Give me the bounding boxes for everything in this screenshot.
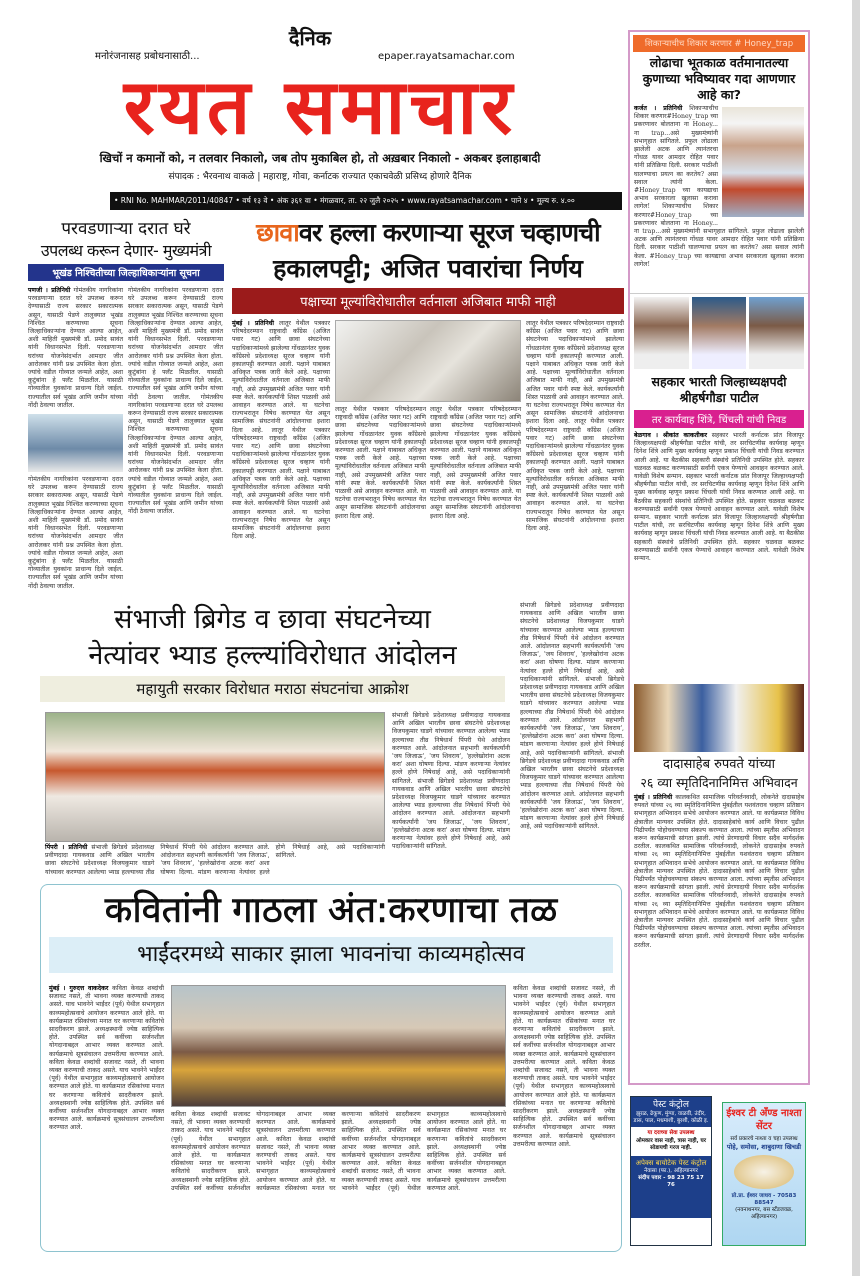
protest-body: संभाजी ब्रिगेडचे प्रदेशाध्यक्ष प्रवीणदादा गायकवाड आणि अखिल भारतीय छावा संघटनेचे प्रदेशाध्यक्ष विजयकुमार घाडगे यांच्यावर करण्यात आलेल्या भ्याड हल्ल्याच्या तीव्र निषेधार्थ पिंपरी येथे आंदोलन करण्यात आले. आंदोलनात सहभागी कार्यकर्त्यांनी 'जय जिजाऊ', 'जय शिवराय', 'हल्लेखोरांना अटक करा' अशा घोषणा दिल्या. मांडण करणाऱ्या नेत्यांवर हल्ले होणे निषेधार्ह आहे, असे पदाधिकाऱ्यांनी सांगितले. (45, 844, 385, 876)
protest-headline-2: नेत्यांवर भ्याड हल्ल्यांविरोधात आंदोलन (88, 640, 457, 671)
poets-subhead: भाईंदरमध्ये साकार झाला भावनांचा काव्यमहोत्सव (49, 937, 613, 973)
protest-photo (45, 712, 385, 842)
ad2-contact: प्रो.प्रा. ईश्वर जाधव - 70583 88547 (731, 1193, 797, 1206)
left-headline-2: उपलब्ध करून देणार- मुख्यमंत्री (40, 241, 212, 260)
newspaper-logo: रयत समाचार (123, 62, 517, 151)
tribute-event-photo (634, 684, 804, 752)
main-story: छावावर हल्ला करणाऱ्या सूरज चव्हाणची हकालपट्टी; अजित पवारांचा निर्णय पक्षाच्या मूल्यांविरोधातील वर्तनाला अजिबात माफी नाही मुंबई । प्रतिनिधी लातूर येथील पत्रकार परिषदेदरम्यान राष्ट्रवादी काँग्रेस (अजित पवार गट) आणि छावा संघटनेच्या पदाधिकाऱ्यांमध्ये झालेल्या गोंधळानंतर युवक काँग्रेसचे प्रदेशाध्यक्ष सूरज चव्हाण यांनी हकालपट्टी करण्यात आली. पक्षाने याबाबत अधिकृत पत्रक जारी केले आहे. पक्षाच्या मूल्यांविरोधातील वर्तनाला अजिबात माफी नाही, असे उपमुख्यमंत्री अजित पवार यांनी स्पष्ट केले. कार्यकर्त्यांनी शिस्त पाळावी असे आवाहन करण्यात आले. या घटनेचा राज्यभरातून निषेध करण्यात येत असून सामाजिक संघटनांनी आंदोलनाचा इशारा दिला आहे. लातूर येथील पत्रकार परिषदेदरम्यान राष्ट्रवादी काँग्रेस (अजित पवार गट) आणि छावा संघटनेच्या पदाधिकाऱ्यांमध्ये झालेल्या गोंधळानंतर युवक काँग्रेसचे प्रदेशाध्यक्ष सूरज चव्हाण यांनी हकालपट्टी करण्यात आली. पक्षाने याबाबत अधिकृत पत्रक जारी केले आहे. पक्षाच्या मूल्यांविरोधातील वर्तनाला अजिबात माफी नाही, असे उपमुख्यमंत्री अजित पवार यांनी स्पष्ट केले. कार्यकर्त्यांनी शिस्त पाळावी असे आवाहन करण्यात आले. या घटनेचा राज्यभरातून निषेध करण्यात येत असून सामाजिक संघटनांनी आंदोलनाचा इशारा दिला आहे. लातूर येथील पत्रकार परिषदेदरम्यान राष्ट्रवादी काँग्रेस (अजित पवार गट) आणि छावा संघटनेच्या पदाधिकाऱ्यांमध्ये झालेल्या गोंधळानंतर युवक काँग्रेसचे प्रदेशाध्यक्ष सूरज चव्हाण यांनी हकालपट्टी करण्यात आली. पक्षाने याबाबत अधिकृत पत्रक जारी केले आहे. पक्षाच्या मूल्यांविरोधातील वर्तनाला अजिबात माफी नाही, असे उपमुख्यमंत्री अजित पवार यांनी स्पष्ट केले. कार्यकर्त्यांनी शिस्त पाळावी असे आवाहन करण्यात आले. या घटनेचा राज्यभरातून निषेध करण्यात येत असून सामाजिक संघटनांनी आंदोलनाचा इशारा दिला आहे. लातूर येथील पत्रकार परिषदेदरम्यान राष्ट्रवादी काँग्रेस (अजित पवार गट) आणि छावा संघटनेच्या पदाधिकाऱ्यांमध्ये झालेल्या गोंधळानंतर युवक काँग्रेसचे प्रदेशाध्यक्ष सूरज चव्हाण यांनी हकालपट्टी करण्यात आली. पक्षाने याबाबत अधिकृत पत्रक जारी केले आहे. पक्षाच्या मूल्यांविरोधातील वर्तनाला अजिबात माफी नाही, असे उपमुख्यमंत्री अजित पवार यांनी स्पष्ट केले. कार्यकर्त्यांनी शिस्त पाळावी असे आवाहन करण्यात आले. या घटनेचा राज्यभरातून निषेध करण्यात येत असून सामाजिक संघटनांनी आंदोलनाचा इशारा दिला आहे. लातूर येथील पत्रकार परिषदेदरम्यान राष्ट्रवादी काँग्रेस (अजित पवार गट) आणि छावा संघटनेच्या पदाधिकाऱ्यांमध्ये झालेल्या गोंधळानंतर युवक काँग्रेसचे प्रदेशाध्यक्ष सूरज चव्हाण यांनी हकालपट्टी करण्यात आली. पक्षाने याबाबत अधिकृत पत्रक जारी केले आहे. पक्षाच्या मूल्यांविरोधातील वर्तनाला अजिबात माफी नाही, असे उपमुख्यमंत्री अजित पवार यांनी स्पष्ट केले. कार्यकर्त्यांनी शिस्त पाळावी असे आवाहन करण्यात आले. या घटनेचा राज्यभरातून निषेध करण्यात येत असून सामाजिक संघटनांनी आंदोलनाचा इशारा दिला आहे. लातूर येथील पत्रकार परिषदेदरम्यान राष्ट्रवादी काँग्रेस (अजित पवार गट) आणि छावा संघटनेच्या पदाधिकाऱ्यांमध्ये झालेल्या गोंधळानंतर युवक काँग्रेसचे प्रदेशाध्यक्ष सूरज चव्हाण यांनी हकालपट्टी करण्यात आली. पक्षाने याबाबत अधिकृत पत्रक जारी केले आहे. पक्षाच्या मूल्यांविरोधातील वर्तनाला अजिबात माफी नाही, असे उपमुख्यमंत्री अजित पवार यांनी स्पष्ट केले. कार्यकर्त्यांनी शिस्त पाळावी असे आवाहन करण्यात आले. या घटनेचा राज्यभरातून निषेध करण्यात येत असून सामाजिक संघटनांनी आंदोलनाचा इशारा दिला आहे. (232, 218, 624, 541)
poets-body: कविता केवळ शब्दांची सजावट नसते, ती भावना व्यक्त करण्याची ताकद असते. याच भावनेने भाईंदर (पूर्व) येथील सभागृहात काव्यमहोत्सवाचे आयोजन करण्यात आले होते. या कार्यक्रमात रसिकांच्या मनात घर करणाऱ्या कवितांचे सादरीकरण झाले. अध्यक्षस्थानी ज्येष्ठ साहित्यिक होते. उपस्थित सर्व कवींच्या सर्जनशील योगदानाबद्दल आभार व्यक्त करण्यात आले. कार्यक्रमाचे सूत्रसंचालन उत्तमरीत्या करण्यात आले. (49, 985, 164, 1058)
protest-dateline: पिंपरी । प्रतिनिधी (45, 844, 88, 851)
main-headline-2: हकालपट्टी; अजित पवारांचा निर्णय (273, 254, 583, 283)
protest-story: संभाजी ब्रिगेड व छावा संघटनेच्या नेत्यांवर भ्याड हल्ल्यांविरोधात आंदोलन महायुती सरकार विरोधात मराठा संघटनांचा आक्रोश पिंपरी । प्रतिनिधी संभाजी ब्रिगेडचे प्रदेशाध्यक्ष प्रवीणदादा गायकवाड आणि अखिल भारतीय छावा संघटनेचे प्रदेशाध्यक्ष विजयकुमार घाडगे यांच्यावर करण्यात आलेल्या भ्याड हल्ल्याच्या तीव्र निषेधार्थ पिंपरी येथे आंदोलन करण्यात आले. आंदोलनात सहभागी कार्यकर्त्यांनी 'जय जिजाऊ', 'जय शिवराय', 'हल्लेखोरांना अटक करा' अशा घोषणा दिल्या. मांडण करणाऱ्या नेत्यांवर हल्ले होणे निषेधार्ह आहे, असे पदाधिकाऱ्यांनी सांगितले. संभाजी ब्रिगेडचे प्रदेशाध्यक्ष प्रवीणदादा गायकवाड आणि अखिल भारतीय छावा संघटनेचे प्रदेशाध्यक्ष विजयकुमार घाडगे यांच्यावर करण्यात आलेल्या भ्याड हल्ल्याच्या तीव्र निषेधार्थ पिंपरी येथे आंदोलन करण्यात आले. आंदोलनात सहभागी कार्यकर्त्यांनी 'जय जिजाऊ', 'जय शिवराय', 'हल्लेखोरांना अटक करा' अशा घोषणा दिल्या. मांडण करणाऱ्या नेत्यांवर हल्ले होणे निषेधार्ह आहे, असे पदाधिकाऱ्यांनी सांगितले. संभाजी ब्रिगेडचे प्रदेशाध्यक्ष प्रवीणदादा गायकवाड आणि अखिल भारतीय छावा संघटनेचे प्रदेशाध्यक्ष विजयकुमार घाडगे यांच्यावर करण्यात आलेल्या भ्याड हल्ल्याच्या तीव्र निषेधार्थ पिंपरी येथे आंदोलन करण्यात आले. आंदोलनात सहभागी कार्यकर्त्यांनी 'जय जिजाऊ', 'जय शिवराय', 'हल्लेखोरांना अटक करा' अशा घोषणा दिल्या. मांडण करणाऱ्या नेत्यांवर हल्ले होणे निषेधार्ह आहे, असे पदाधिकाऱ्यांनी सांगितले. संभाजी ब्रिगेडचे प्रदेशाध्यक्ष प्रवीणदादा गायकवाड आणि अखिल भारतीय छावा संघटनेचे प्रदेशाध्यक्ष विजयकुमार घाडगे यांच्यावर करण्यात आलेल्या भ्याड हल्ल्याच्या तीव्र निषेधार्थ पिंपरी येथे आंदोलन करण्यात आले. आंदोलनात सहभागी कार्यकर्त्यांनी 'जय जिजाऊ', 'जय शिवराय', 'हल्लेखोरांना अटक करा' अशा घोषणा दिल्या. मांडण करणाऱ्या नेत्यांवर हल्ले होणे निषेधार्ह आहे, असे पदाधिकाऱ्यांनी सांगितले. संभाजी ब्रिगेडचे प्रदेशाध्यक्ष प्रवीणदादा गायकवाड आणि अखिल भारतीय छावा संघटनेचे प्रदेशाध्यक्ष विजयकुमार घाडगे यांच्यावर करण्यात आलेल्या भ्याड हल्ल्याच्या तीव्र निषेधार्थ पिंपरी येथे आंदोलन करण्यात आले. आंदोलनात सहभागी कार्यकर्त्यांनी 'जय जिजाऊ', 'जय शिवराय', 'हल्लेखोरांना अटक करा' अशा घोषणा दिल्या. मांडण करणाऱ्या नेत्यांवर हल्ले होणे निषेधार्ह आहे, असे पदाधिकाऱ्यांनी सांगितले. संभाजी ब्रिगेडचे प्रदेशाध्यक्ष प्रवीणदादा गायकवाड आणि अखिल भारतीय छावा संघटनेचे प्रदेशाध्यक्ष विजयकुमार घाडगे यांच्यावर करण्यात आलेल्या भ्याड हल्ल्याच्या तीव्र निषेधार्थ पिंपरी येथे आंदोलन करण्यात आले. आंदोलनात सहभागी कार्यकर्त्यांनी 'जय जिजाऊ', 'जय शिवराय', 'हल्लेखोरांना अटक करा' अशा घोषणा दिल्या. मांडण करणाऱ्या नेत्यांवर हल्ले होणे निषेधार्ह आहे, असे पदाधिकाऱ्यांनी सांगितले. (30, 602, 624, 882)
sahakar-band: तर कार्यवाह शिंत्रे, चिंचली यांची निवड (634, 410, 804, 428)
person-photo-1 (634, 297, 689, 369)
left-dateline: पणजी । प्रतिनिधी (28, 287, 71, 294)
editor-line: संपादक : भैरवनाथ वाकळे | महाराष्ट्र, गोवा, कर्नाटक राज्यात एकाचवेळी प्रसिध्द होणारे दैनिक (168, 172, 472, 182)
ad-tea-center[interactable] (722, 1102, 806, 1246)
right-sidebar: शिकाऱ्याचीच शिकार करणार # Honey_trap लोढाचा भूतकाळ वर्तमानातल्या कुणाच्या भविष्यावर गदा आणणार आहे का? कर्जत । प्रतिनिधी शिकाऱ्याचीच शिकार करणार#Honey_trap च्या प्रकरणावर बोलताना ना Honey... ना trap...असे मुख्यमंत्र्यांनी सभागृहात सांगितले. प्रफुल लोढाला झालेली अटक आणि त्यानंतरचा गोंधळ यावर आमदार रोहित पवार यांनी प्रतिक्रिया दिली. सरकार पाठीशी घालण्याचा प्रयत्न का करतेय? असा सवाल त्यांनी केला. #Honey_trap च्या कायद्याचा अभाव सरकारला खुलासा करावा लागेल! शिकाऱ्याचीच शिकार करणार#Honey_trap च्या प्रकरणावर बोलताना ना Honey... ना trap...असे मुख्यमंत्र्यांनी सभागृहात सांगितले. प्रफुल लोढाला झालेली अटक आणि त्यानंतरचा गोंधळ यावर आमदार रोहित पवार यांनी प्रतिक्रिया दिली. सरकार पाठीशी घालण्याचा प्रयत्न का करतेय? असा सवाल त्यांनी केला. #Honey_trap च्या कायद्याचा अभाव सरकारला खुलासा करावा लागेल! सहकार भारती जिल्हाध्यक्षपदी श्रीहर्षगौडा पाटील तर कार्यवाह शिंत्रे, चिंचली यांची निवड बेळगाव । श्रीकांत काकतीकर सहकार भारती कर्नाटक प्रांत विजापूर जिल्हाध्यक्षपदी श्रीहर्षगौडा पाटील यांची, तर सरचिटणीस कार्यवाह म्हणून दिनेश शिंत्रे आणि मुख्य कार्यवाह म्हणून प्रकाश चिंचली यांची निवड करण्यात आली आहे. या बैठकीस सहकारी संस्थांचे प्रतिनिधी उपस्थित होते. सहकार चळवळ बळकट करण्यासाठी सर्वांनी एकत्र येण्याचे आवाहन करण्यात आले. यावेळी विशेष सन्मान. सहकार भारती कर्नाटक प्रांत विजापूर जिल्हाध्यक्षपदी श्रीहर्षगौडा पाटील यांची, तर सरचिटणीस कार्यवाह म्हणून दिनेश शिंत्रे आणि मुख्य कार्यवाह म्हणून प्रकाश चिंचली यांची निवड करण्यात आली आहे. या बैठकीस सहकारी संस्थांचे प्रतिनिधी उपस्थित होते. सहकार चळवळ बळकट करण्यासाठी सर्वांनी एकत्र येण्याचे आवाहन करण्यात आले. यावेळी विशेष सन्मान. सहकार भारती कर्नाटक प्रांत विजापूर जिल्हाध्यक्षपदी श्रीहर्षगौडा पाटील यांची, तर सरचिटणीस कार्यवाह म्हणून दिनेश शिंत्रे आणि मुख्य कार्यवाह म्हणून प्रकाश चिंचली यांची निवड करण्यात आली आहे. या बैठकीस सहकारी संस्थांचे प्रतिनिधी उपस्थित होते. सहकार चळवळ बळकट करण्यासाठी सर्वांनी एकत्र येण्याचे आवाहन करण्यात आले. यावेळी विशेष सन्मान. दादासाहेब रुपवते यांच्या २६ व्या स्मृतिदिनानिमित्त अभिवादन मुंबई । प्रतिनिधी कालकथित सामाजिक परिवर्तनवादी, लोकनेते दादासाहेब रुपवते यांच्या २६ व्या स्मृतिदिनानिमित्त मुंबईतील यशवंतराव चव्हाण प्रतिष्ठान सभागृहात अभिवादन सभेचे आयोजन करण्यात आले. या कार्यक्रमात विविध क्षेत्रातील मान्यवर उपस्थित होते. दादासाहेबांचे कार्य आणि विचार पुढील पिढीपर्यंत पोहोचवण्याचा संकल्प करण्यात आला. त्यांच्या स्मृतीस अभिवादन करून कार्यक्रमाची सांगता झाली. त्यांचे प्रेरणादायी विचार सदैव मार्गदर्शक ठरतील. कालकथित सामाजिक परिवर्तनवादी, लोकनेते दादासाहेब रुपवते यांच्या २६ व्या स्मृतिदिनानिमित्त मुंबईतील यशवंतराव चव्हाण प्रतिष्ठान सभागृहात अभिवादन सभेचे आयोजन करण्यात आले. या कार्यक्रमात विविध क्षेत्रातील मान्यवर उपस्थित होते. दादासाहेबांचे कार्य आणि विचार पुढील पिढीपर्यंत पोहोचवण्याचा संकल्प करण्यात आला. त्यांच्या स्मृतीस अभिवादन करून कार्यक्रमाची सांगता झाली. त्यांचे प्रेरणादायी विचार सदैव मार्गदर्शक ठरतील. कालकथित सामाजिक परिवर्तनवादी, लोकनेते दादासाहेब रुपवते यांच्या २६ व्या स्मृतिदिनानिमित्त मुंबईतील यशवंतराव चव्हाण प्रतिष्ठान सभागृहात अभिवादन सभेचे आयोजन करण्यात आले. या कार्यक्रमात विविध क्षेत्रातील मान्यवर उपस्थित होते. दादासाहेबांचे कार्य आणि विचार पुढील पिढीपर्यंत पोहोचवण्याचा संकल्प करण्यात आला. त्यांच्या स्मृतीस अभिवादन करून कार्यक्रमाची सांगता झाली. त्यांचे प्रेरणादायी विचार सदैव मार्गदर्शक ठरतील. (628, 30, 810, 1085)
ad2-title: ईश्वर टी अँण्ड नाश्ता सेंटर (726, 1108, 802, 1132)
quote-line: खिचों न कमानों को, न तलवार निकालो, जब तोप मुकाबिल हो, तो अख़बार निकालो - अकबर इलाहाबादी (99, 151, 541, 165)
ad2-address: (नवनाथनगर, बस स्टँडजवळ, अहिल्यानगर) (735, 1207, 793, 1220)
food-image (734, 1155, 794, 1189)
daily-label: दैनिक (288, 26, 332, 50)
ad1-phone: संदीप पवार - 98 23 75 17 76 (638, 1175, 704, 1188)
dadasaheb-body: कालकथित सामाजिक परिवर्तनवादी, लोकनेते दादासाहेब रुपवते यांच्या २६ व्या स्मृतिदिनानिमित्त मुंबईतील यशवंतराव चव्हाण प्रतिष्ठान सभागृहात अभिवादन सभेचे आयोजन करण्यात आले. या कार्यक्रमात विविध क्षेत्रातील मान्यवर उपस्थित होते. दादासाहेबांचे कार्य आणि विचार पुढील पिढीपर्यंत पोहोचवण्याचा संकल्प करण्यात आला. त्यांच्या स्मृतीस अभिवादन करून कार्यक्रमाची सांगता झाली. त्यांचे प्रेरणादायी विचार सदैव मार्गदर्शक ठरतील. (634, 794, 804, 851)
politician-photo-rally (722, 107, 804, 217)
info-strip (110, 192, 622, 210)
info-strip-text: • RNI No. MAHMAR/2011/40847 • वर्ष १३ वे • अंक ३६१ वा • मंगळवार, ता. २२ जुलै २०२५ • www.rayatsamachar.com • पाने ४ • मूल्य रु. ४.०० (114, 196, 575, 205)
poets-headline: कवितांनी गाठला अंत:करणाचा तळ (104, 890, 558, 931)
main-dateline: मुंबई । प्रतिनिधी (232, 320, 275, 327)
main-headline-1: छावावर हल्ला करणाऱ्या सूरज चव्हाणची (256, 218, 600, 247)
honey-trap-tag: शिकाऱ्याचीच शिकार करणार # Honey_trap (633, 35, 805, 52)
left-body: गोमंतकीय नागरिकांना परवडणाऱ्या दरात घरे उपलब्ध करून देण्यासाठी राज्य सरकार सकारात्मक असून, यासाठी पेडणे तालुक्यात भूखंड निश्चित करण्याच्या सूचना जिल्हाधिकाऱ्यांना देण्यात आल्या आहेत, अशी माहिती मुख्यमंत्री डॉ. प्रमोद सावंत यांनी विधानसभेत दिली. परवडणाऱ्या घरांच्या योजनेसंदर्भात आमदार जीत आरोलकर यांनी प्रश्न उपस्थित केला होता. ज्यांचे वडील गोव्यात जन्मले आहेत, अशा कुटुंबांना हे फ्लॅट मिळतील. यासाठी गोव्यातील युवकांना प्राधान्य दिले जाईल. राज्यातील सर्व भूखंड आणि जमीन यांच्या नोंदी ठेवल्या जातील. (28, 287, 123, 409)
poets-dateline: मुंबई । गुरुदत्त वाकदेकर (49, 985, 109, 992)
masthead (0, 0, 625, 215)
main-body: लातूर येथील पत्रकार परिषदेदरम्यान राष्ट्रवादी काँग्रेस (अजित पवार गट) आणि छावा संघटनेच्या पदाधिकाऱ्यांमध्ये झालेल्या गोंधळानंतर युवक काँग्रेसचे प्रदेशाध्यक्ष सूरज चव्हाण यांनी हकालपट्टी करण्यात आली. पक्षाने याबाबत अधिकृत पत्रक जारी केले आहे. पक्षाच्या मूल्यांविरोधातील वर्तनाला अजिबात माफी नाही, असे उपमुख्यमंत्री अजित पवार यांनी स्पष्ट केले. कार्यकर्त्यांनी शिस्त पाळावी असे आवाहन करण्यात आले. या घटनेचा राज्यभरातून निषेध करण्यात येत असून सामाजिक संघटनांनी आंदोलनाचा इशारा दिला आहे. (232, 320, 330, 434)
main-headline-highlight: छावा (256, 218, 299, 247)
dadasaheb-dateline: मुंबई । प्रतिनिधी (634, 794, 673, 801)
protest-subhead: महायुती सरकार विरोधात मराठा संघटनांचा आक्रोश (40, 676, 505, 702)
person-photo-2 (692, 297, 747, 369)
ad2-desc: सर्व प्रकारचे नाश्ता व चहा उपलब्ध (730, 1136, 798, 1142)
ad2-items: पोहे, समोसा, शाबुदाणा खिचडी (726, 1143, 802, 1151)
epaper-url[interactable]: epaper.rayatsamachar.com (378, 51, 515, 62)
dadasaheb-headline-1: दादासाहेब रुपवते यांच्या (662, 757, 776, 772)
ad-pest-control[interactable] (630, 1096, 712, 1246)
sahakar-headline: सहकार भारती जिल्हाध्यक्षपदी श्रीहर्षगौडा पाटील (651, 374, 787, 405)
page-edge (852, 0, 860, 1276)
left-story: परवडणाऱ्या दरात घरे उपलब्ध करून देणार- मुख्यमंत्री भूखंड निश्चितीच्या जिल्हाधिकाऱ्यांना सूचना पणजी । प्रतिनिधी गोमंतकीय नागरिकांना परवडणाऱ्या दरात घरे उपलब्ध करून देण्यासाठी राज्य सरकार सकारात्मक असून, यासाठी पेडणे तालुक्यात भूखंड निश्चित करण्याच्या सूचना जिल्हाधिकाऱ्यांना देण्यात आल्या आहेत, अशी माहिती मुख्यमंत्री डॉ. प्रमोद सावंत यांनी विधानसभेत दिली. परवडणाऱ्या घरांच्या योजनेसंदर्भात आमदार जीत आरोलकर यांनी प्रश्न उपस्थित केला होता. ज्यांचे वडील गोव्यात जन्मले आहेत, अशा कुटुंबांना हे फ्लॅट मिळतील. यासाठी गोव्यातील युवकांना प्राधान्य दिले जाईल. राज्यातील सर्व भूखंड आणि जमीन यांच्या नोंदी ठेवल्या जातील. गोमंतकीय नागरिकांना परवडणाऱ्या दरात घरे उपलब्ध करून देण्यासाठी राज्य सरकार सकारात्मक असून, यासाठी पेडणे तालुक्यात भूखंड निश्चित करण्याच्या सूचना जिल्हाधिकाऱ्यांना देण्यात आल्या आहेत, अशी माहिती मुख्यमंत्री डॉ. प्रमोद सावंत यांनी विधानसभेत दिली. परवडणाऱ्या घरांच्या योजनेसंदर्भात आमदार जीत आरोलकर यांनी प्रश्न उपस्थित केला होता. ज्यांचे वडील गोव्यात जन्मले आहेत, अशा कुटुंबांना हे फ्लॅट मिळतील. यासाठी गोव्यातील युवकांना प्राधान्य दिले जाईल. राज्यातील सर्व भूखंड आणि जमीन यांच्या नोंदी ठेवल्या जातील. गोमंतकीय नागरिकांना परवडणाऱ्या दरात घरे उपलब्ध करून देण्यासाठी राज्य सरकार सकारात्मक असून, यासाठी पेडणे तालुक्यात भूखंड निश्चित करण्याच्या सूचना जिल्हाधिकाऱ्यांना देण्यात आल्या आहेत, अशी माहिती मुख्यमंत्री डॉ. प्रमोद सावंत यांनी विधानसभेत दिली. परवडणाऱ्या घरांच्या योजनेसंदर्भात आमदार जीत आरोलकर यांनी प्रश्न उपस्थित केला होता. ज्यांचे वडील गोव्यात जन्मले आहेत, अशा कुटुंबांना हे फ्लॅट मिळतील. यासाठी गोव्यातील युवकांना प्राधान्य दिले जाईल. राज्यातील सर्व भूखंड आणि जमीन यांच्या नोंदी ठेवल्या जातील. गोमंतकीय नागरिकांना परवडणाऱ्या दरात घरे उपलब्ध करून देण्यासाठी राज्य सरकार सकारात्मक असून, यासाठी पेडणे तालुक्यात भूखंड निश्चित करण्याच्या सूचना जिल्हाधिकाऱ्यांना देण्यात आल्या आहेत, अशी माहिती मुख्यमंत्री डॉ. प्रमोद सावंत यांनी विधानसभेत दिली. परवडणाऱ्या घरांच्या योजनेसंदर्भात आमदार जीत आरोलकर यांनी प्रश्न उपस्थित केला होता. ज्यांचे वडील गोव्यात जन्मले आहेत, अशा कुटुंबांना हे फ्लॅट मिळतील. यासाठी गोव्यातील युवकांना प्राधान्य दिले जाईल. राज्यातील सर्व भूखंड आणि जमीन यांच्या नोंदी ठेवल्या जातील. (28, 216, 224, 596)
ad1-company: अपेक्स बायोटेक पेस्ट कंट्रोल (635, 1159, 707, 1167)
ad1-services: झुरळ, ढेकूण, मुंग्या, वाळवी, उंदीर, डास, पाल, मधमाशी, बुरशी, कोळी इ. (633, 1111, 709, 1124)
sahakar-body: सहकार भारती कर्नाटक प्रांत विजापूर जिल्हाध्यक्षपदी श्रीहर्षगौडा पाटील यांची, तर सरचिटणीस कार्यवाह म्हणून दिनेश शिंत्रे आणि मुख्य कार्यवाह म्हणून प्रकाश चिंचली यांची निवड करण्यात आली आहे. या बैठकीस सहकारी संस्थांचे प्रतिनिधी उपस्थित होते. सहकार चळवळ बळकट करण्यासाठी सर्वांनी एकत्र येण्याचे आवाहन करण्यात आले. यावेळी विशेष सन्मान. (634, 432, 805, 481)
left-subhead: भूखंड निश्चितीच्या जिल्हाधिकाऱ्यांना सूचना (28, 264, 224, 281)
poets-story: कवितांनी गाठला अंत:करणाचा तळ भाईंदरमध्ये साकार झाला भावनांचा काव्यमहोत्सव मुंबई । गुरुदत्त वाकदेकर कविता केवळ शब्दांची सजावट नसते, ती भावना व्यक्त करण्याची ताकद असते. याच भावनेने भाईंदर (पूर्व) येथील सभागृहात काव्यमहोत्सवाचे आयोजन करण्यात आले होते. या कार्यक्रमात रसिकांच्या मनात घर करणाऱ्या कवितांचे सादरीकरण झाले. अध्यक्षस्थानी ज्येष्ठ साहित्यिक होते. उपस्थित सर्व कवींच्या सर्जनशील योगदानाबद्दल आभार व्यक्त करण्यात आले. कार्यक्रमाचे सूत्रसंचालन उत्तमरीत्या करण्यात आले. कविता केवळ शब्दांची सजावट नसते, ती भावना व्यक्त करण्याची ताकद असते. याच भावनेने भाईंदर (पूर्व) येथील सभागृहात काव्यमहोत्सवाचे आयोजन करण्यात आले होते. या कार्यक्रमात रसिकांच्या मनात घर करणाऱ्या कवितांचे सादरीकरण झाले. अध्यक्षस्थानी ज्येष्ठ साहित्यिक होते. उपस्थित सर्व कवींच्या सर्जनशील योगदानाबद्दल आभार व्यक्त करण्यात आले. कार्यक्रमाचे सूत्रसंचालन उत्तमरीत्या करण्यात आले. कविता केवळ शब्दांची सजावट नसते, ती भावना व्यक्त करण्याची ताकद असते. याच भावनेने भाईंदर (पूर्व) येथील सभागृहात काव्यमहोत्सवाचे आयोजन करण्यात आले होते. या कार्यक्रमात रसिकांच्या मनात घर करणाऱ्या कवितांचे सादरीकरण झाले. अध्यक्षस्थानी ज्येष्ठ साहित्यिक होते. उपस्थित सर्व कवींच्या सर्जनशील योगदानाबद्दल आभार व्यक्त करण्यात आले. कार्यक्रमाचे सूत्रसंचालन उत्तमरीत्या करण्यात आले. कविता केवळ शब्दांची सजावट नसते, ती भावना व्यक्त करण्याची ताकद असते. याच भावनेने भाईंदर (पूर्व) येथील सभागृहात काव्यमहोत्सवाचे आयोजन करण्यात आले होते. या कार्यक्रमात रसिकांच्या मनात घर करणाऱ्या कवितांचे सादरीकरण झाले. अध्यक्षस्थानी ज्येष्ठ साहित्यिक होते. उपस्थित सर्व कवींच्या सर्जनशील योगदानाबद्दल आभार व्यक्त करण्यात आले. कार्यक्रमाचे सूत्रसंचालन उत्तमरीत्या करण्यात आले. कविता केवळ शब्दांची सजावट नसते, ती भावना व्यक्त करण्याची ताकद असते. याच भावनेने भाईंदर (पूर्व) येथील सभागृहात काव्यमहोत्सवाचे आयोजन करण्यात आले होते. या कार्यक्रमात रसिकांच्या मनात घर करणाऱ्या कवितांचे सादरीकरण झाले. अध्यक्षस्थानी ज्येष्ठ साहित्यिक होते. उपस्थित सर्व कवींच्या सर्जनशील योगदानाबद्दल आभार व्यक्त करण्यात आले. कार्यक्रमाचे सूत्रसंचालन उत्तमरीत्या करण्यात आले. कविता केवळ शब्दांची सजावट नसते, ती भावना व्यक्त करण्याची ताकद असते. याच भावनेने भाईंदर (पूर्व) येथील सभागृहात काव्यमहोत्सवाचे आयोजन करण्यात आले होते. या कार्यक्रमात रसिकांच्या मनात घर करणाऱ्या कवितांचे सादरीकरण झाले. अध्यक्षस्थानी ज्येष्ठ साहित्यिक होते. उपस्थित सर्व कवींच्या सर्जनशील योगदानाबद्दल आभार व्यक्त करण्यात आले. कार्यक्रमाचे सूत्रसंचालन उत्तमरीत्या करण्यात आले. कविता केवळ शब्दांची सजावट नसते, ती भावना व्यक्त करण्याची ताकद असते. याच भावनेने भाईंदर (पूर्व) येथील सभागृहात काव्यमहोत्सवाचे आयोजन करण्यात आले होते. या कार्यक्रमात रसिकांच्या मनात घर करणाऱ्या कवितांचे सादरीकरण झाले. अध्यक्षस्थानी ज्येष्ठ साहित्यिक होते. उपस्थित सर्व कवींच्या सर्जनशील योगदानाबद्दल आभार व्यक्त करण्यात आले. कार्यक्रमाचे सूत्रसंचालन उत्तमरीत्या करण्यात आले. (40, 884, 622, 1252)
ad1-title: पेस्ट कंट्रोल (653, 1100, 689, 1110)
poets-group-photo (171, 985, 506, 1107)
honey-trap-headline: लोढाचा भूतकाळ वर्तमानातल्या कुणाच्या भविष्यावर गदा आणणार आहे का? (642, 55, 796, 102)
scuffle-photo (335, 320, 521, 402)
tagline: मनोरंजनासह प्रबोधनासाठी... (95, 51, 200, 62)
honey-body: शिकाऱ्याचीच शिकार करणार#Honey_trap च्या प्रकरणावर बोलताना ना Honey... ना trap...असे मुख्यमंत्र्यांनी सभागृहात सांगितले. प्रफुल लोढाला झालेली अटक आणि त्यानंतरचा गोंधळ यावर आमदार रोहित पवार यांनी प्रतिक्रिया दिली. सरकार पाठीशी घालण्याचा प्रयत्न का करतेय? असा सवाल त्यांनी केला. #Honey_trap च्या कायद्याचा अभाव सरकारला खुलासा करावा लागेल! (634, 105, 718, 211)
sahakar-dateline: बेळगाव । श्रीकांत काकतीकर (634, 432, 708, 439)
politician-photo (28, 414, 123, 472)
main-red-band: पक्षाच्या मूल्यांविरोधातील वर्तनाला अजिबात माफी नाही (232, 288, 624, 314)
ad1-offer: या दराच्या सेवा उपलब्ध (647, 1130, 695, 1136)
honey-dateline: कर्जत । प्रतिनिधी (634, 105, 683, 112)
protest-headline-1: संभाजी ब्रिगेड व छावा संघटनेच्या (114, 604, 431, 635)
left-headline-1: परवडणाऱ्या दरात घरे (61, 219, 191, 239)
ad1-note: ओमकार वास नाही, त्रास नाही, घर सोडायची गरज नाही. (635, 1138, 707, 1151)
person-photo-3 (749, 297, 804, 369)
dadasaheb-headline-2: २६ व्या स्मृतिदिनानिमित्त अभिवादन (640, 775, 798, 790)
ad1-location: नेवासा (फा.), अहिल्यानगर (644, 1168, 698, 1174)
